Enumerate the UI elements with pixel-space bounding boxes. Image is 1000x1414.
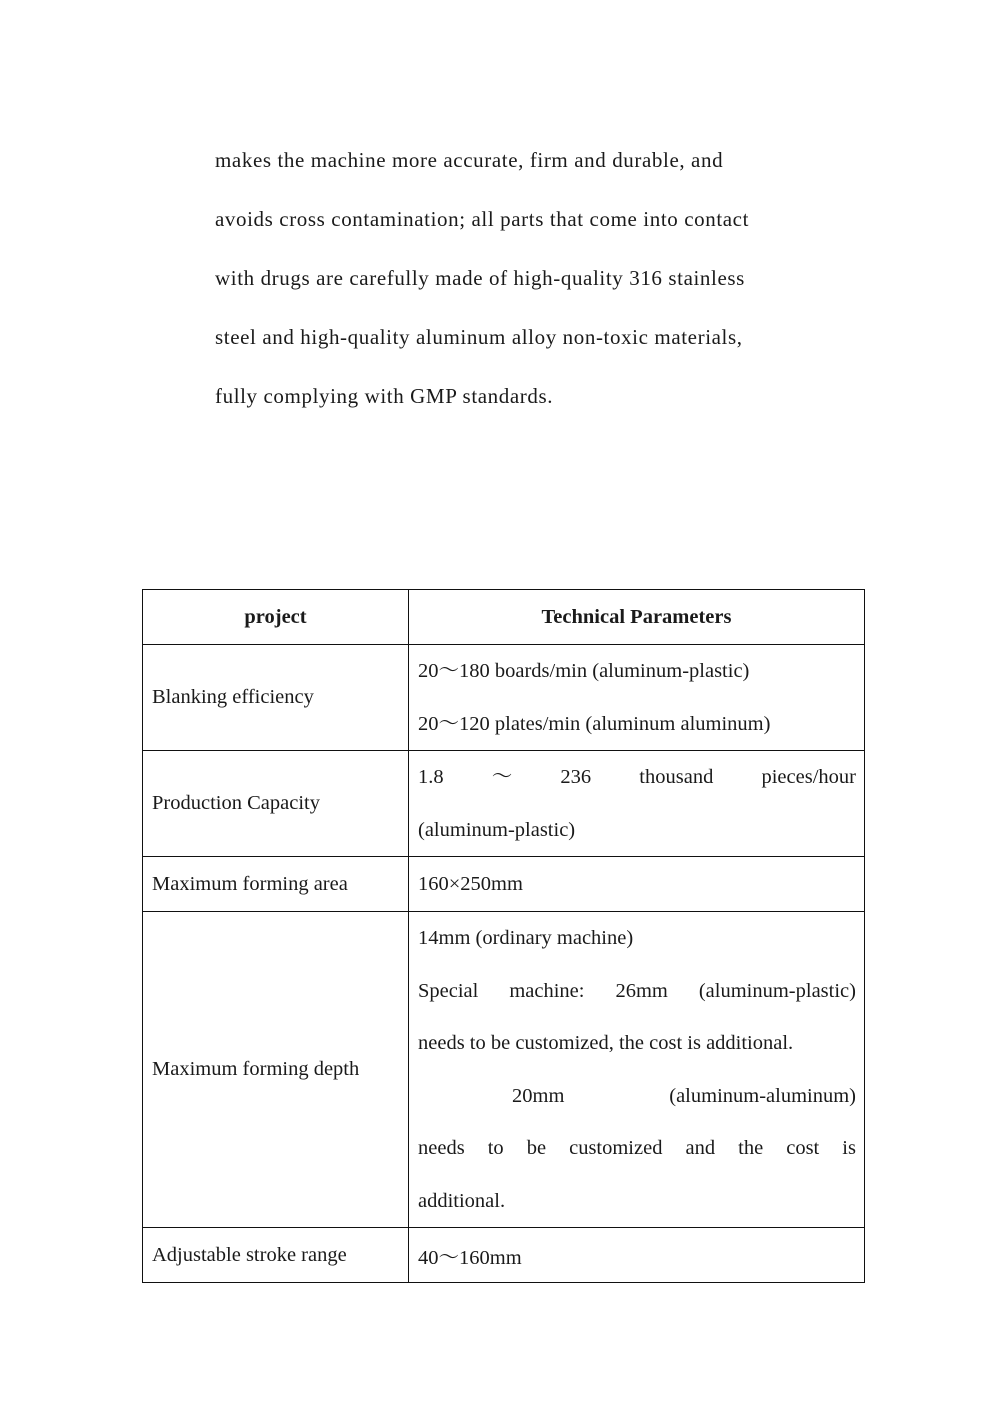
row-value-production-capacity [409,751,865,857]
row-label-adjustable-stroke-range: Adjustable stroke range [143,1228,409,1283]
value-line: 14mm (ordinary machine) [418,927,634,949]
value-word: 26mm [615,979,668,1002]
value-word: pieces/hour [761,766,856,788]
value-word: cost [786,1137,820,1159]
value-word: machine: [509,979,585,1002]
value-word: (aluminum-plastic) [698,979,856,1002]
value-word: Special [418,979,479,1002]
value-word: to [487,1137,504,1159]
table-row [143,751,865,857]
table-header-row [143,590,865,645]
paragraph-line: with drugs are carefully made of high-quality 316 stainless [215,266,745,290]
value-line [418,965,856,1018]
value-word: 236 [560,766,592,788]
row-value-blanking-efficiency [409,645,865,751]
value-word: the [738,1137,764,1159]
value-line: (aluminum-plastic) [418,818,576,841]
value-line: needs to be customized, the cost is additional. [418,1032,794,1054]
value-word: thousand [639,766,714,788]
value-word: ～ [491,766,513,788]
header-project: project [143,590,409,645]
paragraph-line: makes the machine more accurate, firm and durable, and [215,148,724,172]
table-row [143,857,865,912]
table-row [143,912,865,1228]
header-technical-parameters: Technical Parameters [409,590,865,645]
value-word: needs [418,1137,465,1159]
row-value-maximum-forming-depth [409,912,865,1228]
table-row [143,1228,865,1283]
paragraph-line: avoids cross contamination; all parts that come into contact [215,207,750,231]
row-label-blanking-efficiency: Blanking efficiency [143,645,409,751]
value-word: and [685,1137,716,1159]
value-line: 20～180 boards/min (aluminum-plastic) [418,660,750,682]
value-word: be [526,1137,547,1159]
technical-parameters-table [142,589,865,1283]
value-line [418,751,856,804]
value-word: is [842,1137,856,1159]
table-row [143,645,865,751]
value-word: 20mm [512,1084,565,1107]
body-paragraph [215,140,855,435]
row-label-production-capacity: Production Capacity [143,751,409,857]
value-word: 1.8 [418,766,444,788]
value-line: 20～120 plates/min (aluminum aluminum) [418,712,771,735]
value-line: additional. [418,1189,506,1212]
row-value-adjustable-stroke-range: 40～160mm [409,1228,865,1283]
value-word: customized [569,1137,663,1159]
paragraph-line: fully complying with GMP standards. [215,384,554,408]
value-line [418,1122,856,1175]
row-label-maximum-forming-area: Maximum forming area [143,857,409,912]
row-value-maximum-forming-area: 160×250mm [409,857,865,912]
paragraph-line: steel and high-quality aluminum alloy non-toxic materials, [215,325,743,349]
value-line [418,1070,856,1123]
row-label-maximum-forming-depth: Maximum forming depth [143,912,409,1228]
value-word: (aluminum-aluminum) [669,1084,856,1107]
